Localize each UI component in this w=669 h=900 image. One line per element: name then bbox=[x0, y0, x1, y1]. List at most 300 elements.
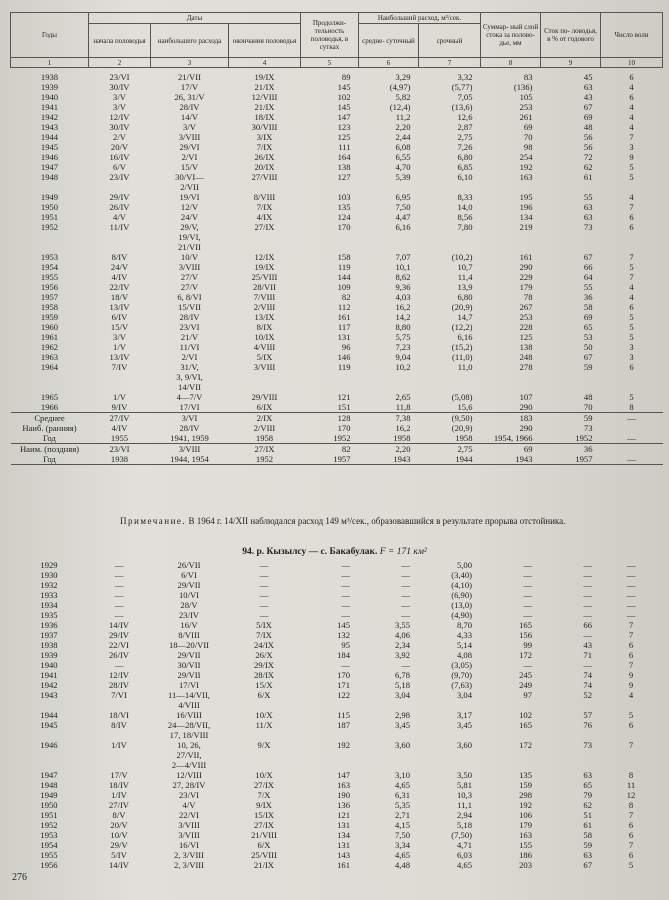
table-cell: 125 bbox=[337, 132, 351, 142]
table-cell: 6/VI bbox=[181, 570, 197, 580]
table-cell: 4,48 bbox=[394, 860, 410, 870]
table-cell: 228 bbox=[519, 322, 533, 332]
table-cell: 3,10 bbox=[394, 770, 410, 780]
table-cell: — bbox=[523, 610, 532, 620]
table-cell: 20/IX bbox=[254, 162, 275, 172]
table-cell: 1954, 1966 bbox=[481, 433, 541, 444]
table-row bbox=[10, 850, 662, 860]
table-cell: 6,31 bbox=[394, 790, 410, 800]
table-cell bbox=[480, 730, 540, 740]
table-cell: (4,10) bbox=[451, 580, 472, 590]
table-cell bbox=[600, 700, 662, 710]
year-cell: 1934 bbox=[40, 600, 58, 610]
table-cell: 16,2 bbox=[395, 423, 411, 433]
table-cell: 161 bbox=[337, 860, 350, 870]
table-cell: (15,2) bbox=[451, 342, 473, 352]
table-row bbox=[10, 560, 662, 570]
table-cell bbox=[88, 760, 150, 770]
table-row bbox=[10, 660, 662, 670]
table-cell: — bbox=[341, 600, 350, 610]
table-cell: 8/IV bbox=[111, 720, 127, 730]
table-cell: 4/V bbox=[113, 212, 126, 222]
table-cell: 165 bbox=[519, 720, 532, 730]
table-cell: 112 bbox=[337, 302, 351, 312]
table-cell: — bbox=[523, 570, 532, 580]
table-cell: 6,16 bbox=[457, 332, 473, 342]
table-cell: 29/IX bbox=[253, 660, 275, 670]
table-row bbox=[11, 102, 663, 112]
table-cell: 11,2 bbox=[395, 112, 411, 122]
table-cell: 3, 9/VI, bbox=[176, 372, 203, 382]
table-cell: 135 bbox=[519, 770, 532, 780]
year-cell: 1947 bbox=[40, 162, 59, 172]
table-cell: 5,39 bbox=[395, 172, 411, 182]
table-cell: 36 bbox=[583, 292, 593, 302]
table-cell: 1958 bbox=[419, 433, 481, 444]
table-cell bbox=[418, 730, 480, 740]
table-cell: — bbox=[601, 433, 663, 444]
table-row bbox=[10, 590, 662, 600]
table-cell: 1/IV bbox=[111, 740, 127, 750]
table-cell: — bbox=[583, 610, 592, 620]
table-cell: — bbox=[401, 660, 410, 670]
year-cell: 1956 bbox=[40, 860, 58, 870]
table-cell: (20,9) bbox=[451, 302, 473, 312]
table-cell bbox=[229, 182, 301, 192]
table-cell: 7/IX bbox=[256, 630, 272, 640]
table-cell: 145 bbox=[337, 620, 350, 630]
table-cell bbox=[601, 182, 663, 192]
table-cell: 131 bbox=[337, 332, 351, 342]
table-cell: 26/IV bbox=[109, 202, 130, 212]
note-label: Примечание. bbox=[120, 516, 187, 526]
table-cell: 23/IV bbox=[109, 172, 130, 182]
table-cell bbox=[541, 182, 601, 192]
table-cell bbox=[359, 182, 419, 192]
year-cell bbox=[11, 182, 89, 192]
year-cell: Наим. (поздняя) bbox=[19, 444, 80, 454]
table-cell: 119 bbox=[337, 362, 351, 372]
table-cell: 4,15 bbox=[394, 820, 410, 830]
table-cell: 147 bbox=[337, 770, 350, 780]
table-cell: 190 bbox=[337, 790, 350, 800]
table-cell: 67 bbox=[583, 102, 593, 112]
year-cell bbox=[11, 382, 89, 392]
table-cell bbox=[418, 760, 480, 770]
table-cell: — bbox=[401, 590, 410, 600]
table-row bbox=[10, 760, 662, 770]
table-cell bbox=[228, 760, 300, 770]
table-cell: 59 bbox=[583, 362, 593, 372]
year-cell bbox=[10, 750, 88, 760]
year-cell: 1949 bbox=[40, 790, 58, 800]
table-cell bbox=[300, 700, 358, 710]
table-row bbox=[10, 640, 662, 650]
table-cell: 70 bbox=[583, 402, 593, 412]
table-cell: 138 bbox=[337, 162, 351, 172]
table-cell: 10/IX bbox=[254, 332, 275, 342]
table-cell: 14/VII bbox=[178, 382, 201, 392]
year-cell: 1966 bbox=[40, 402, 59, 412]
table-cell: 6,10 bbox=[457, 172, 473, 182]
table-cell: 27/IV bbox=[89, 413, 151, 424]
table-row bbox=[11, 72, 663, 82]
table-cell: — bbox=[114, 600, 124, 610]
table-cell bbox=[228, 750, 300, 760]
table-cell: 12/IX bbox=[254, 252, 275, 262]
table-cell bbox=[89, 232, 151, 242]
table-cell: 48 bbox=[583, 122, 593, 132]
table-cell: 4,06 bbox=[394, 630, 410, 640]
table-cell: — bbox=[401, 560, 410, 570]
header-runoff-percent: Сток по- ловодья, в % от годового bbox=[541, 13, 601, 58]
table-cell: 52 bbox=[583, 690, 592, 700]
table-cell: 73 bbox=[583, 423, 593, 433]
year-cell: 1963 bbox=[40, 352, 59, 362]
table-cell bbox=[541, 382, 601, 392]
table-cell: — bbox=[583, 560, 592, 570]
table-cell: 23/VI bbox=[179, 322, 200, 332]
table-cell: 29/VII bbox=[177, 650, 201, 660]
table-row bbox=[11, 142, 663, 152]
table-cell bbox=[358, 730, 418, 740]
table-cell: 62 bbox=[583, 162, 593, 172]
table-cell: 8 bbox=[629, 402, 634, 412]
table-cell: 13,9 bbox=[457, 282, 473, 292]
table-cell: 28/IV bbox=[179, 102, 200, 112]
table-cell: 30/VI— bbox=[175, 172, 204, 182]
table-cell: 183 bbox=[481, 413, 541, 424]
table-row bbox=[11, 454, 663, 465]
table-row bbox=[10, 840, 662, 850]
table-cell: 192 bbox=[519, 800, 532, 810]
year-cell bbox=[11, 372, 89, 382]
table-cell: 7,05 bbox=[457, 92, 473, 102]
table-cell: — bbox=[114, 570, 124, 580]
table-row bbox=[11, 322, 663, 332]
table-cell: 105 bbox=[519, 92, 533, 102]
table-cell: 26, 31/V bbox=[174, 92, 205, 102]
year-cell: 1948 bbox=[40, 172, 59, 182]
table-cell: 8/IX bbox=[256, 322, 273, 332]
table-cell: — bbox=[601, 454, 663, 465]
table-cell: 7/VIII bbox=[253, 292, 276, 302]
header-start: начала половодья bbox=[89, 24, 151, 58]
table-cell: 55 bbox=[583, 192, 593, 202]
table-cell: 7/X bbox=[257, 790, 271, 800]
table-cell: — bbox=[523, 600, 532, 610]
table-cell: 121 bbox=[337, 392, 351, 402]
table-cell: 6 bbox=[629, 362, 634, 372]
table-cell bbox=[359, 372, 419, 382]
table-cell: 3/V bbox=[183, 122, 196, 132]
table-cell bbox=[300, 760, 358, 770]
table-cell: 6/X bbox=[257, 840, 271, 850]
table-cell: 124 bbox=[337, 212, 351, 222]
table-cell: 67 bbox=[583, 352, 593, 362]
table-cell: 136 bbox=[337, 800, 350, 810]
table-cell bbox=[601, 372, 663, 382]
table-cell: 43 bbox=[583, 640, 592, 650]
table-cell: 8,62 bbox=[395, 272, 411, 282]
table-cell bbox=[89, 182, 151, 192]
table-cell: 13/IV bbox=[109, 352, 130, 362]
header-runoff-layer: Суммар- ный слой стока за полово- дье, мм bbox=[481, 13, 541, 58]
table-cell: 4/IV bbox=[111, 272, 128, 282]
table-cell: 6,85 bbox=[457, 162, 473, 172]
table-row bbox=[11, 282, 663, 292]
table-cell: 5 bbox=[629, 262, 634, 272]
table-cell: 161 bbox=[519, 252, 533, 262]
table-cell: 7,50 bbox=[394, 830, 410, 840]
table-cell: 21/IX bbox=[254, 102, 275, 112]
table-row bbox=[11, 242, 663, 252]
table-cell: (6,90) bbox=[451, 590, 472, 600]
table-cell: 6,16 bbox=[395, 222, 411, 232]
table-row bbox=[11, 212, 663, 222]
table-cell: 254 bbox=[519, 152, 533, 162]
table-cell: — bbox=[401, 580, 410, 590]
table-cell: 13/IX bbox=[254, 312, 275, 322]
table-cell: 26/X bbox=[255, 650, 273, 660]
table-cell: 4,65 bbox=[456, 860, 472, 870]
table-cell: 79 bbox=[583, 790, 592, 800]
table-cell: 2,20 bbox=[395, 444, 411, 454]
table-cell bbox=[301, 232, 359, 242]
table-cell: 1955 bbox=[89, 433, 151, 444]
table-cell: — bbox=[401, 610, 410, 620]
table-cell: 3/VIII bbox=[178, 820, 200, 830]
table-row bbox=[11, 413, 663, 424]
table-row bbox=[11, 222, 663, 232]
table-cell bbox=[481, 242, 541, 252]
table-cell: 290 bbox=[519, 402, 533, 412]
table-cell: 9/IX bbox=[256, 800, 272, 810]
table-cell: 7,80 bbox=[457, 222, 473, 232]
table-cell bbox=[600, 730, 662, 740]
year-cell: 1939 bbox=[40, 82, 59, 92]
table-cell: 10, 26, bbox=[177, 740, 201, 750]
table-cell: 6 bbox=[628, 830, 634, 840]
table-cell: 3,55 bbox=[394, 620, 410, 630]
table-cell: 5 bbox=[629, 392, 634, 402]
table-cell: 17/VI bbox=[179, 402, 200, 412]
table-cell: 12,6 bbox=[457, 112, 473, 122]
table-cell: 203 bbox=[519, 860, 532, 870]
table-cell: 26/IX bbox=[254, 152, 275, 162]
table-cell: 11,4 bbox=[457, 272, 473, 282]
table-cell: 4 bbox=[629, 282, 634, 292]
table-cell: 30/IV bbox=[109, 82, 130, 92]
table-row bbox=[11, 362, 663, 372]
table-cell: 3,60 bbox=[394, 740, 410, 750]
table-cell: 4,65 bbox=[394, 780, 410, 790]
table-cell: 3,60 bbox=[456, 740, 472, 750]
table-cell: 7 bbox=[629, 202, 634, 212]
table-cell: 106 bbox=[519, 810, 532, 820]
table-cell: 18/VI bbox=[108, 710, 130, 720]
table-cell: 15/V bbox=[180, 162, 199, 172]
table-cell: 6,08 bbox=[395, 142, 411, 152]
table-cell: 9/IV bbox=[111, 402, 128, 412]
table-row bbox=[10, 690, 662, 700]
table-cell: 16/VI bbox=[178, 840, 200, 850]
table-cell: 4/IX bbox=[256, 212, 273, 222]
table-cell: 115 bbox=[337, 710, 350, 720]
year-cell bbox=[10, 760, 88, 770]
table-row bbox=[11, 162, 663, 172]
table-cell: — bbox=[259, 610, 269, 620]
year-cell: 1933 bbox=[40, 590, 58, 600]
table-cell: 5,00 bbox=[456, 560, 472, 570]
year-cell: 1951 bbox=[40, 212, 59, 222]
table-cell: 5 bbox=[628, 710, 634, 720]
table-cell: 99 bbox=[523, 640, 532, 650]
table-cell: 10/X bbox=[255, 770, 273, 780]
table-cell: 56 bbox=[583, 142, 593, 152]
year-cell: Среднее bbox=[11, 413, 89, 424]
year-cell: 1959 bbox=[40, 312, 59, 322]
table-cell: — bbox=[114, 610, 124, 620]
table-cell: 95 bbox=[341, 640, 350, 650]
table-cell: 5,75 bbox=[395, 332, 411, 342]
table-cell: 5,18 bbox=[394, 680, 410, 690]
table-cell: 10,7 bbox=[457, 262, 473, 272]
table-cell bbox=[419, 242, 481, 252]
table-cell: — bbox=[601, 413, 663, 424]
table-cell bbox=[601, 423, 663, 433]
table-cell: 25/VIII bbox=[251, 850, 277, 860]
table-cell: 63 bbox=[583, 212, 593, 222]
table-cell: 2/VII bbox=[180, 182, 199, 192]
table-cell: 6 bbox=[629, 212, 634, 222]
table-cell bbox=[359, 382, 419, 392]
table-cell: 138 bbox=[519, 342, 533, 352]
year-cell: 1940 bbox=[40, 660, 58, 670]
table-cell: 10/VI bbox=[178, 590, 200, 600]
table-cell: 4/IV bbox=[111, 423, 128, 433]
table-cell: 119 bbox=[337, 262, 351, 272]
table-cell: 5/IX bbox=[256, 620, 272, 630]
table-cell: 4 bbox=[629, 192, 634, 202]
table-cell: — bbox=[523, 590, 532, 600]
note-text: В 1964 г. 14/XII наблюдался расход 149 м³/сек., образовавшийся в результате прорыва отстойника. bbox=[188, 516, 566, 526]
table-cell: (136) bbox=[513, 82, 533, 92]
table-cell: 6 bbox=[629, 72, 634, 82]
table-cell: 192 bbox=[519, 162, 533, 172]
table-cell: 28/IX bbox=[253, 670, 275, 680]
table-cell: 163 bbox=[519, 172, 533, 182]
table-cell: (13,6) bbox=[451, 102, 473, 112]
table-cell: 23/VI bbox=[178, 790, 200, 800]
table-cell: 3/V bbox=[113, 92, 126, 102]
table-cell: (5,77) bbox=[451, 82, 473, 92]
table-cell: 3,04 bbox=[394, 690, 410, 700]
table-cell: 48 bbox=[583, 392, 593, 402]
table-row bbox=[11, 252, 663, 262]
table-cell: 69 bbox=[523, 444, 533, 454]
year-cell: 1929 bbox=[40, 560, 58, 570]
table-cell bbox=[418, 750, 480, 760]
table-cell bbox=[88, 750, 150, 760]
table-cell: 10/V bbox=[180, 252, 199, 262]
table-cell: 98 bbox=[523, 142, 533, 152]
table-cell: 4,65 bbox=[394, 850, 410, 860]
table-cell: 102 bbox=[519, 710, 532, 720]
year-cell: 1943 bbox=[40, 690, 58, 700]
table-row bbox=[11, 352, 663, 362]
year-cell: 1953 bbox=[40, 252, 59, 262]
table-cell: 7 bbox=[629, 252, 634, 262]
table-cell: 6,03 bbox=[456, 850, 472, 860]
table-cell: 28/IV bbox=[108, 680, 130, 690]
table-cell bbox=[300, 730, 358, 740]
table-cell: 29/V, bbox=[180, 222, 199, 232]
table-cell: 9,36 bbox=[395, 282, 411, 292]
table-cell: 63 bbox=[583, 770, 592, 780]
year-cell: 1962 bbox=[40, 342, 59, 352]
table-cell: (13,0) bbox=[451, 600, 472, 610]
table-cell: 1952 bbox=[229, 454, 301, 465]
table-cell: 1943 bbox=[359, 454, 419, 465]
header-years: Годы bbox=[11, 13, 89, 58]
table-cell: 8,70 bbox=[456, 620, 472, 630]
table-cell: 21/V bbox=[180, 332, 199, 342]
table-cell: 6,78 bbox=[394, 670, 410, 680]
table-cell: 195 bbox=[519, 192, 533, 202]
table-cell: 23/IV bbox=[178, 610, 200, 620]
table-cell bbox=[301, 372, 359, 382]
table-cell bbox=[229, 382, 301, 392]
table-cell: 53 bbox=[583, 332, 593, 342]
year-cell bbox=[10, 700, 88, 710]
year-cell bbox=[11, 232, 89, 242]
table-cell: — bbox=[626, 580, 636, 590]
table-cell: 21/VII bbox=[178, 72, 201, 82]
table-cell: 76 bbox=[583, 720, 592, 730]
table-cell: — bbox=[583, 580, 592, 590]
table-cell bbox=[481, 372, 541, 382]
table-row bbox=[10, 800, 662, 810]
table-cell: 73 bbox=[583, 222, 593, 232]
table-cell: 14/IV bbox=[108, 620, 130, 630]
table-cell: 16/IV bbox=[109, 152, 130, 162]
page-number: 276 bbox=[12, 872, 27, 883]
table-cell: 5/IV bbox=[111, 850, 127, 860]
table-cell: 13/IV bbox=[109, 302, 130, 312]
table-row bbox=[10, 620, 662, 630]
table-cell: 219 bbox=[519, 222, 533, 232]
table-cell: 2/VIII bbox=[253, 302, 276, 312]
table-cell: 3 bbox=[629, 142, 634, 152]
table-cell: 4/V bbox=[182, 800, 196, 810]
table-cell: 6,55 bbox=[395, 152, 411, 162]
table-cell: 5 bbox=[629, 332, 634, 342]
table-cell: 61 bbox=[583, 820, 592, 830]
year-cell: 1938 bbox=[40, 640, 58, 650]
table-cell: 12 bbox=[626, 790, 636, 800]
table-cell bbox=[480, 760, 540, 770]
table-cell: 31/V, bbox=[180, 362, 199, 372]
year-cell: 1930 bbox=[40, 570, 58, 580]
table-row bbox=[11, 152, 663, 162]
table-cell: 17, 18/VIII bbox=[169, 730, 209, 740]
table-cell bbox=[419, 372, 481, 382]
table-cell: 192 bbox=[337, 740, 350, 750]
table-cell: 163 bbox=[337, 780, 350, 790]
table-cell: 3,92 bbox=[394, 650, 410, 660]
table-cell: 117 bbox=[337, 322, 351, 332]
